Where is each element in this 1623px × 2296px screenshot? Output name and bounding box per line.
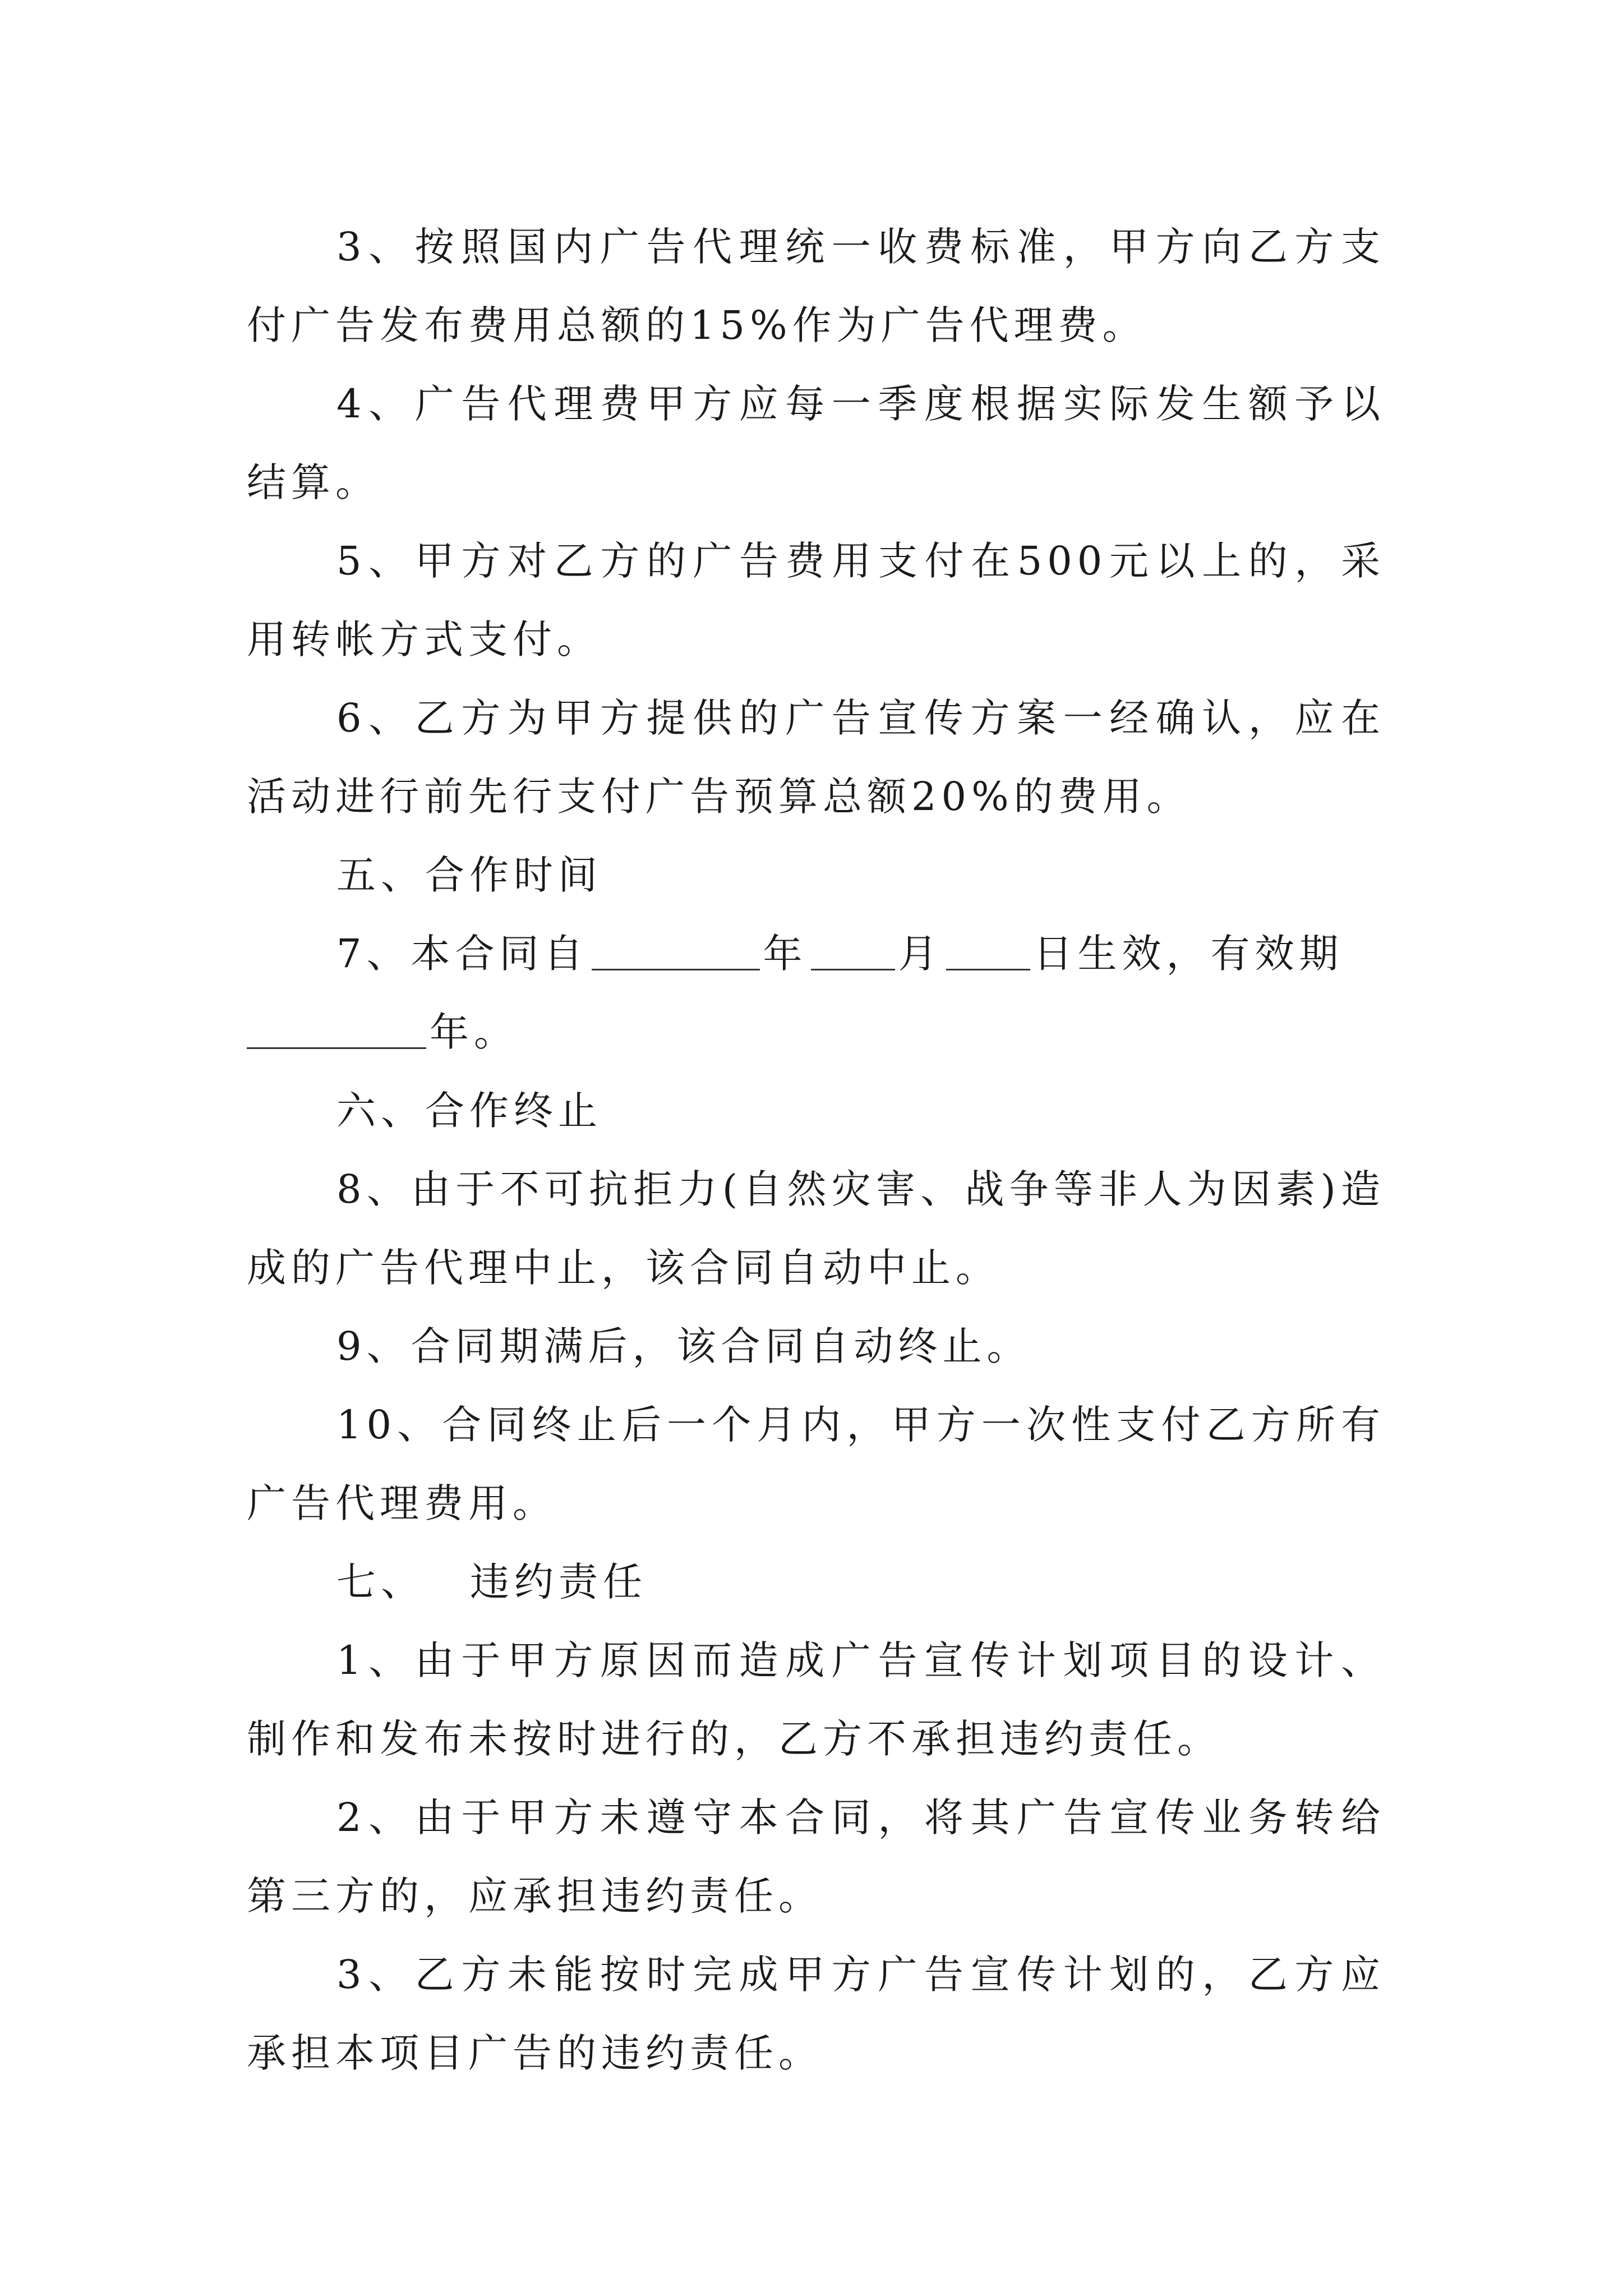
section-6-heading: 六、合作终止 <box>336 1088 602 1134</box>
clause-7-prefix: 7、本合同自 <box>336 931 588 977</box>
clause-7-year-end: 年。 <box>430 1009 518 1055</box>
clause-7-effective-date <box>247 914 1385 1071</box>
clause-7-year: 年 <box>763 931 808 977</box>
liability-3: 3、乙方未能按时完成甲方广告宣传计划的，乙方应承担本项目广告的违约责任。 <box>247 1952 1385 2076</box>
clause-5-transfer-payment: 5、甲方对乙方的广告费用支付在500元以上的，采用转帐方式支付。 <box>247 538 1385 662</box>
clause-9-expiry: 9、合同期满后，该合同自动终止。 <box>336 1323 1031 1369</box>
section-5-heading: 五、合作时间 <box>336 852 602 898</box>
document-page <box>247 208 1385 2092</box>
section-7-title: 违约责任 <box>470 1559 647 1605</box>
liability-2: 2、由于甲方未遵守本合同，将其广告宣传业务转给第三方的，应承担违约责任。 <box>247 1795 1385 1919</box>
clause-3-agency-fee: 3、按照国内广告代理统一收费标准，甲方向乙方支付广告发布费用总额的15%作为广告代理费。 <box>247 224 1385 348</box>
section-7-number: 七、 <box>336 1559 425 1605</box>
liability-1: 1、由于甲方原因而造成广告宣传计划项目的设计、制作和发布未按时进行的，乙方不承担违约责任。 <box>247 1637 1385 1762</box>
day-blank[interactable] <box>946 930 1030 970</box>
clause-10-final-payment: 10、合同终止后一个月内，甲方一次性支付乙方所有广告代理费用。 <box>247 1402 1385 1526</box>
clause-7-day-effective: 日生效，有效期 <box>1033 931 1344 977</box>
month-blank[interactable] <box>811 930 895 970</box>
clause-8-force-majeure: 8、由于不可抗拒力(自然灾害、战争等非人为因素)造成的广告代理中止，该合同自动中止。 <box>247 1166 1385 1291</box>
clause-6-prepayment: 6、乙方为甲方提供的广告宣传方案一经确认，应在活动进行前先行支付广告预算总额20%的费用。 <box>247 695 1385 820</box>
section-7-heading <box>247 1543 1385 1621</box>
clause-4-settlement: 4、广告代理费甲方应每一季度根据实际发生额予以结算。 <box>247 381 1385 505</box>
clause-7-month: 月 <box>898 931 943 977</box>
validity-years-blank[interactable] <box>247 1008 426 1049</box>
year-blank[interactable] <box>592 930 760 970</box>
